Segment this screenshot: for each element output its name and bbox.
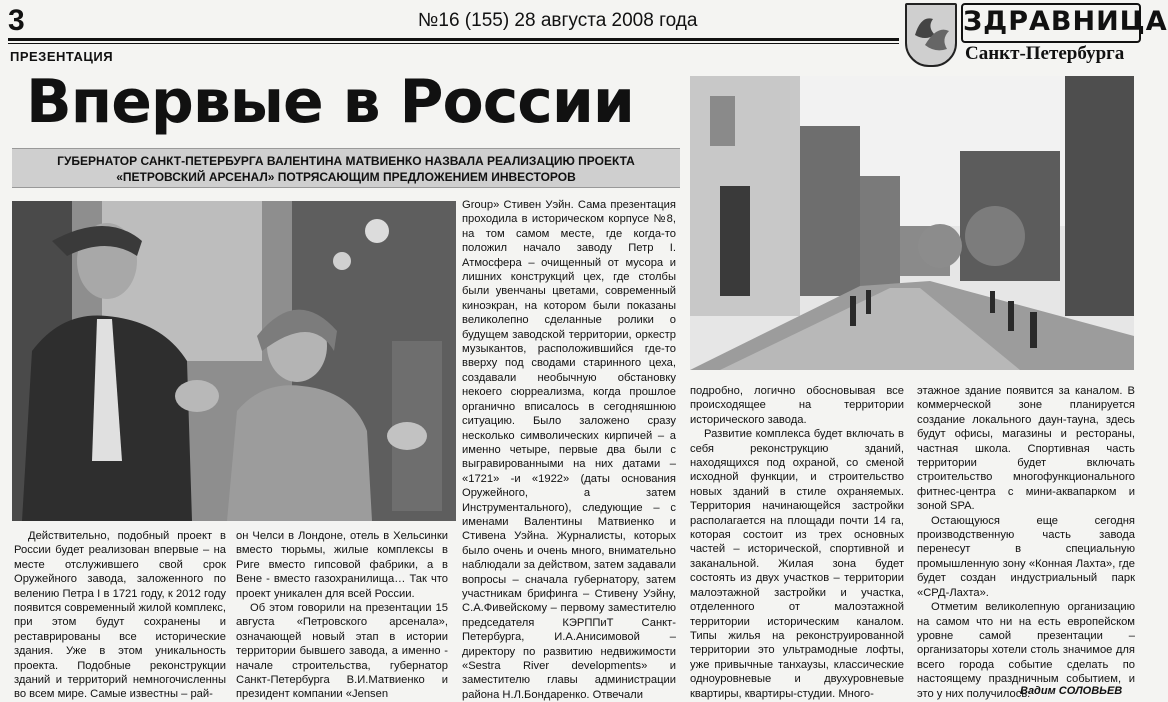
lead-line-2: «ПЕТРОВСКИЙ АРСЕНАЛ» ПОТРЯСАЮЩИМ ПРЕДЛОЖЕНИЕМ ИНВЕСТОРОВ: [116, 170, 576, 184]
newspaper-logo: [905, 3, 1168, 67]
photo-street: [690, 76, 1134, 370]
text-column-1: [14, 529, 226, 702]
lead-paragraph: [12, 148, 680, 188]
header-rule: [8, 38, 899, 41]
paragraph: Действительно, подобный проект в России будет реализован впервые – на месте отслужившего свой срок Оружейного завода, заложенного по велению Петра I в 1721 году, к 2012 году появится современный жилой комплекс, при этом будут сохранены и реставрированы все исторические здания. Уже в этом уникальность проекта. Подобные реконструкции зданий и территорий немногочисленны во всем мире. Самые известны – рай-: [14, 530, 226, 701]
lead-line-1: ГУБЕРНАТОР САНКТ-ПЕТЕРБУРГА ВАЛЕНТИНА МАТВИЕНКО НАЗВАЛА РЕАЛИЗАЦИЮ ПРОЕКТА: [57, 154, 635, 168]
text-column-5: [917, 384, 1135, 701]
rubric: ПРЕЗЕНТАЦИЯ: [10, 49, 114, 64]
page-number: 3: [8, 4, 25, 37]
paragraph: Развитие комплекса будет включать в себя реконструкцию зданий, находящихся под охраной, со сменой исходной функции, и строительство новых зданий в стиле охраняемых. Территория начинающейся застройки располагается на площади почти 14 га, которая состоит из трех основных частей – исторической, спортивной и заканальной. Жилая зона будет состоять из двух участков – территории малоэтажной застройки и участка, отделенного от малоэтажной территории историческим каналом. Типы жилья на реконструированной территории это ультрамодные лофты, уже привычные танхаузы, классические одноуровневые и двухуровневые квартиры, квартиры-студии. Много-: [690, 428, 904, 700]
text-column-4: [690, 384, 904, 701]
logo-title: ЗДРАВНИЦА: [961, 3, 1141, 43]
paragraph: подробно, логично обосновывая все происходящее на территории исторического завода.: [690, 385, 904, 426]
paragraph: Об этом говорили на презентации 15 августа «Петровского арсенала», означающей новый этап в истории территории бывшего завода, а именно - начале строительства, губернатор Санкт-Петербурга В.И.Матвиенко и президент компании «Jensen: [236, 602, 448, 701]
paragraph: Остающуюся еще сегодня производственную часть завода перенесут в специальную промышленную зону «Конная Лахта», где будет создан индустриальный парк «СРД-Лахта».: [917, 514, 1135, 599]
paragraph: он Челси в Лондоне, отель в Хельсинки вместо тюрьмы, жилые комплексы в Риге вместо гипсовой фабрики, а в Вене - вместо газохранилища… Так что проект уникален для всей России.: [236, 530, 448, 600]
paragraph: этажное здание появится за каналом. В коммерческой зоне планируется создание локального даун-тауна, здесь будут офисы, магазины и рестораны, частная школа. Спортивная часть территории будет включать строительство многофункционального фитнес-центра с мини-аквапарком и зоной SPA.: [917, 385, 1135, 513]
issue-date: №16 (155) 28 августа 2008 года: [418, 10, 698, 31]
coat-of-arms-icon: [905, 3, 957, 67]
headline: Впервые в России: [26, 67, 634, 137]
text-column-3: [462, 198, 676, 702]
header-rule-thin: [8, 43, 899, 44]
logo-subtitle: Санкт-Петербурга: [965, 43, 1125, 64]
author-signature: Вадим СОЛОВЬЕВ: [1020, 685, 1123, 697]
text-column-2: [236, 529, 448, 702]
photo-presentation: [12, 201, 456, 521]
paragraph: Group» Стивен Уэйн. Сама презентация проходила в историческом корпусе №8, на том самом месте, где когда-то положил начало заводу Петр I. Атмосфера – очищенный от мусора и лишних конструкций цех, где столбы были увенчаны цветами, современный киноэкран, на котором были показаны великолепно сделанные ролики о будущем заводской территории, оркестр музыкантов, расположившийся где-то вверху под сводами старинного цеха, создавали необычную обстановку некоего сюрреализма, когда прошлое органично вписалось в сегодняшнюю ситуацию. Было заложено сразу несколько символических кирпичей – а именно четыре, первые два были с выгравированными на них датами – «1721» -и «1922» (даты основания Оружейного, а затем Инструментального), следующие – с именами Валентины Матвиенко и Стивена Уэйна. Журналисты, которых было очень и очень много, внимательно наблюдали за действом, затем задавали вопросы – сначала губернатору, затем участникам брифинга – Стивену Уэйну, С.А.Фивейскому – первому заместителю председателя КЭРППиТ Санкт-Петербурга, И.А.Анисимовой – директору по развитию недвижимости «Sestra River developments» и заместителю главы администрации района Н.Л.Бондаренко. Отвечали: [462, 199, 676, 701]
paragraph: Отметим великолепную организацию на самом что ни на есть европейском уровне самой презентации – организаторы хотели столь значимое для всего города событие сделать по настоящему праздничным событием, и это у них получилось.: [917, 601, 1135, 700]
